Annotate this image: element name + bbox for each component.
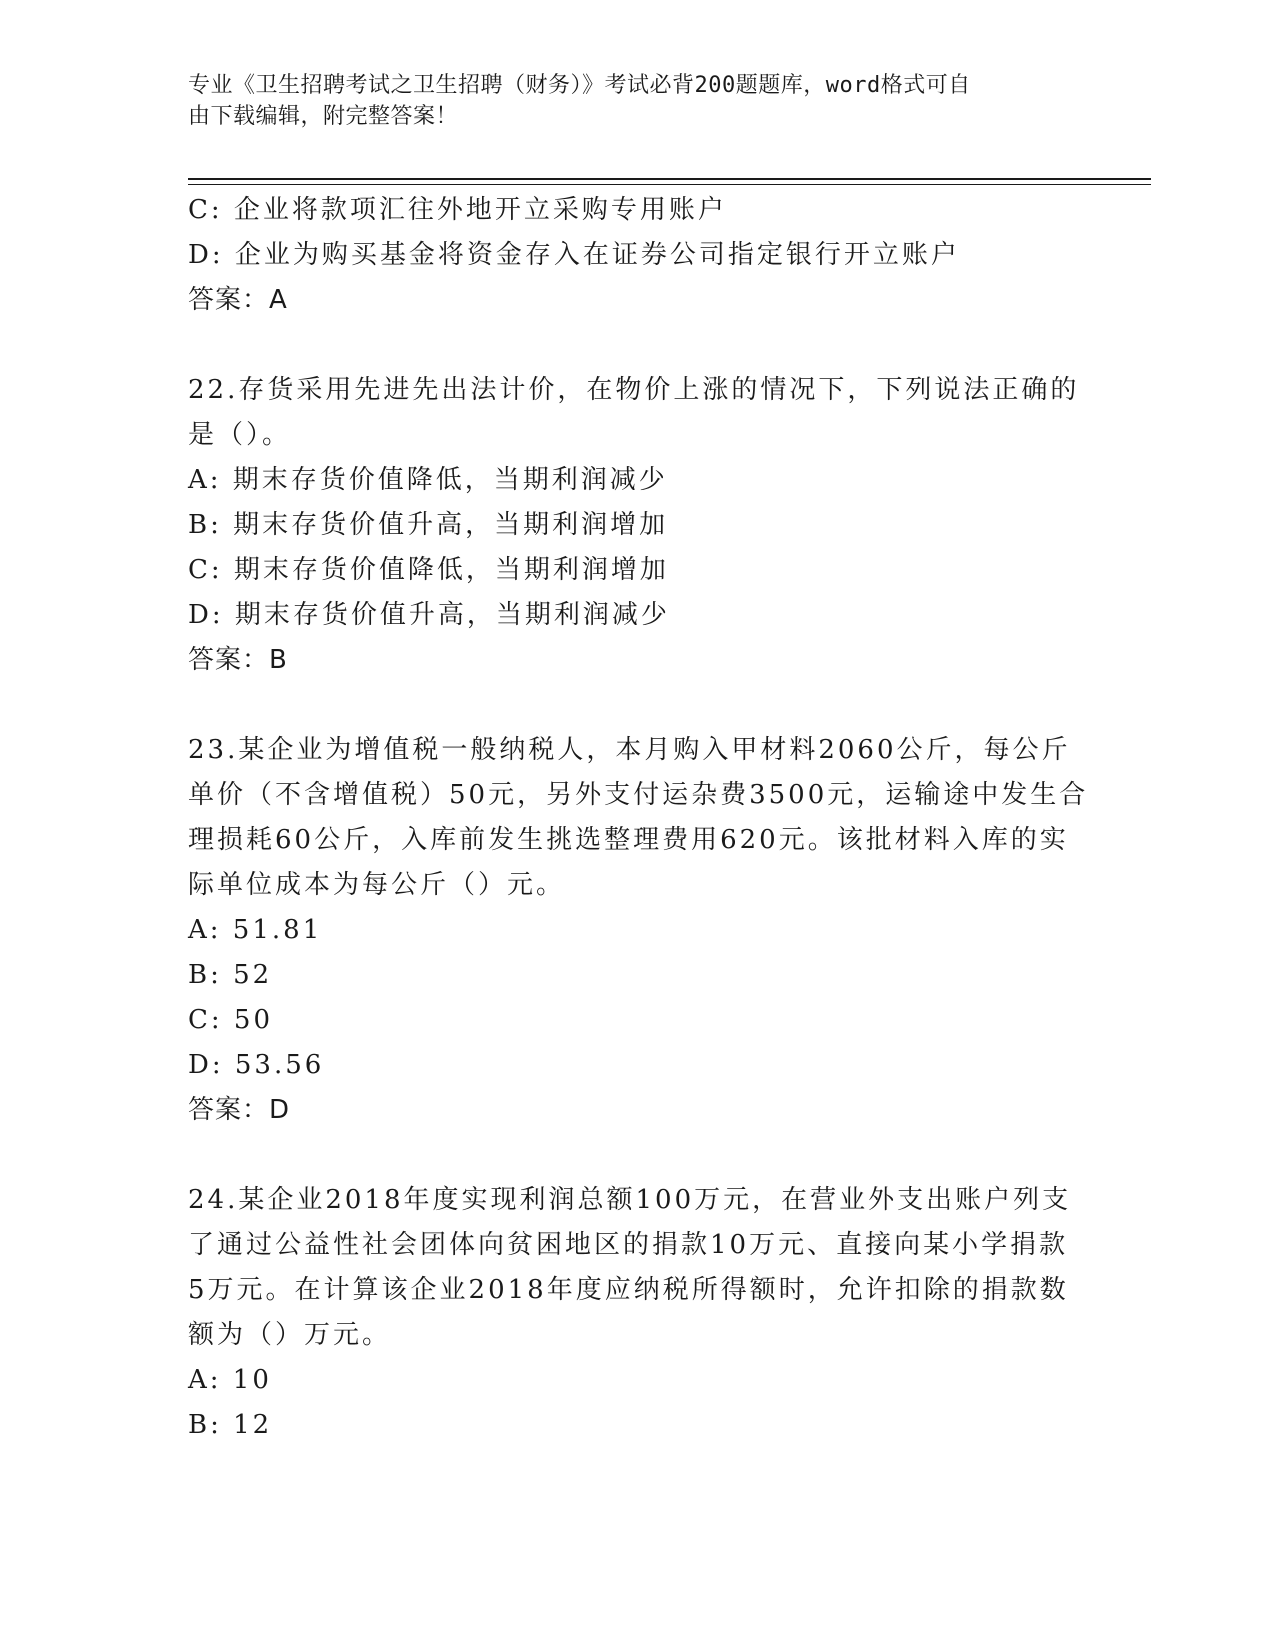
question-stem: 了通过公益性社会团体向贫困地区的捐款10万元、直接向某小学捐款	[188, 1230, 1069, 1260]
question-stem: 单价（不含增值税）50元，另外支付运杂费3500元，运输途中发生合	[188, 780, 1089, 810]
question-23	[188, 728, 1088, 1133]
question-list	[188, 188, 1088, 1448]
question-21-continued	[188, 188, 1088, 323]
option-b: B: 52	[188, 960, 273, 990]
option-c: C: 期末存货价值降低，当期利润增加	[188, 555, 669, 585]
question-stem: 理损耗60公斤，入库前发生挑选整理费用620元。该批材料入库的实	[188, 825, 1069, 855]
answer-label: 答案：A	[188, 285, 288, 315]
question-spacer	[188, 323, 1088, 368]
question-stem: 际单位成本为每公斤（）元。	[188, 870, 566, 900]
option-a: A: 期末存货价值降低，当期利润减少	[188, 465, 668, 495]
question-stem: 额为（）万元。	[188, 1320, 392, 1350]
question-stem: 24.某企业2018年度实现利润总额100万元，在营业外支出账户列支	[188, 1185, 1072, 1215]
header-divider-thick	[188, 178, 1151, 180]
option-c: C: 50	[188, 1005, 274, 1035]
answer-label: 答案：B	[188, 645, 288, 675]
option-d: D: 53.56	[188, 1050, 325, 1080]
header-divider-thin	[188, 184, 1151, 185]
option-a: A: 10	[188, 1365, 272, 1395]
option-b: B: 12	[188, 1410, 273, 1440]
question-stem: 23.某企业为增值税一般纳税人，本月购入甲材料2060公斤，每公斤	[188, 735, 1071, 765]
question-spacer	[188, 1133, 1088, 1178]
option-b: B: 期末存货价值升高，当期利润增加	[188, 510, 669, 540]
question-24	[188, 1178, 1088, 1448]
header-line-1: 专业《卫生招聘考试之卫生招聘（财务）》考试必背200题题库，word格式可自	[188, 73, 971, 98]
option-d: D: 期末存货价值升高，当期利润减少	[188, 600, 670, 630]
answer-label: 答案：D	[188, 1095, 291, 1125]
question-stem: 22.存货采用先进先出法计价，在物价上涨的情况下，下列说法正确的	[188, 375, 1080, 405]
question-22	[188, 368, 1088, 683]
option-a: A: 51.81	[188, 915, 323, 945]
option-c: C: 企业将款项汇往外地开立采购专用账户	[188, 195, 727, 225]
question-stem: 是（）。	[188, 420, 292, 450]
question-stem: 5万元。在计算该企业2018年度应纳税所得额时，允许扣除的捐款数	[188, 1275, 1069, 1305]
option-d: D: 企业为购买基金将资金存入在证券公司指定银行开立账户	[188, 240, 960, 270]
document-header	[188, 70, 1068, 132]
question-spacer	[188, 683, 1088, 728]
header-line-2: 由下载编辑，附完整答案！	[188, 104, 459, 129]
